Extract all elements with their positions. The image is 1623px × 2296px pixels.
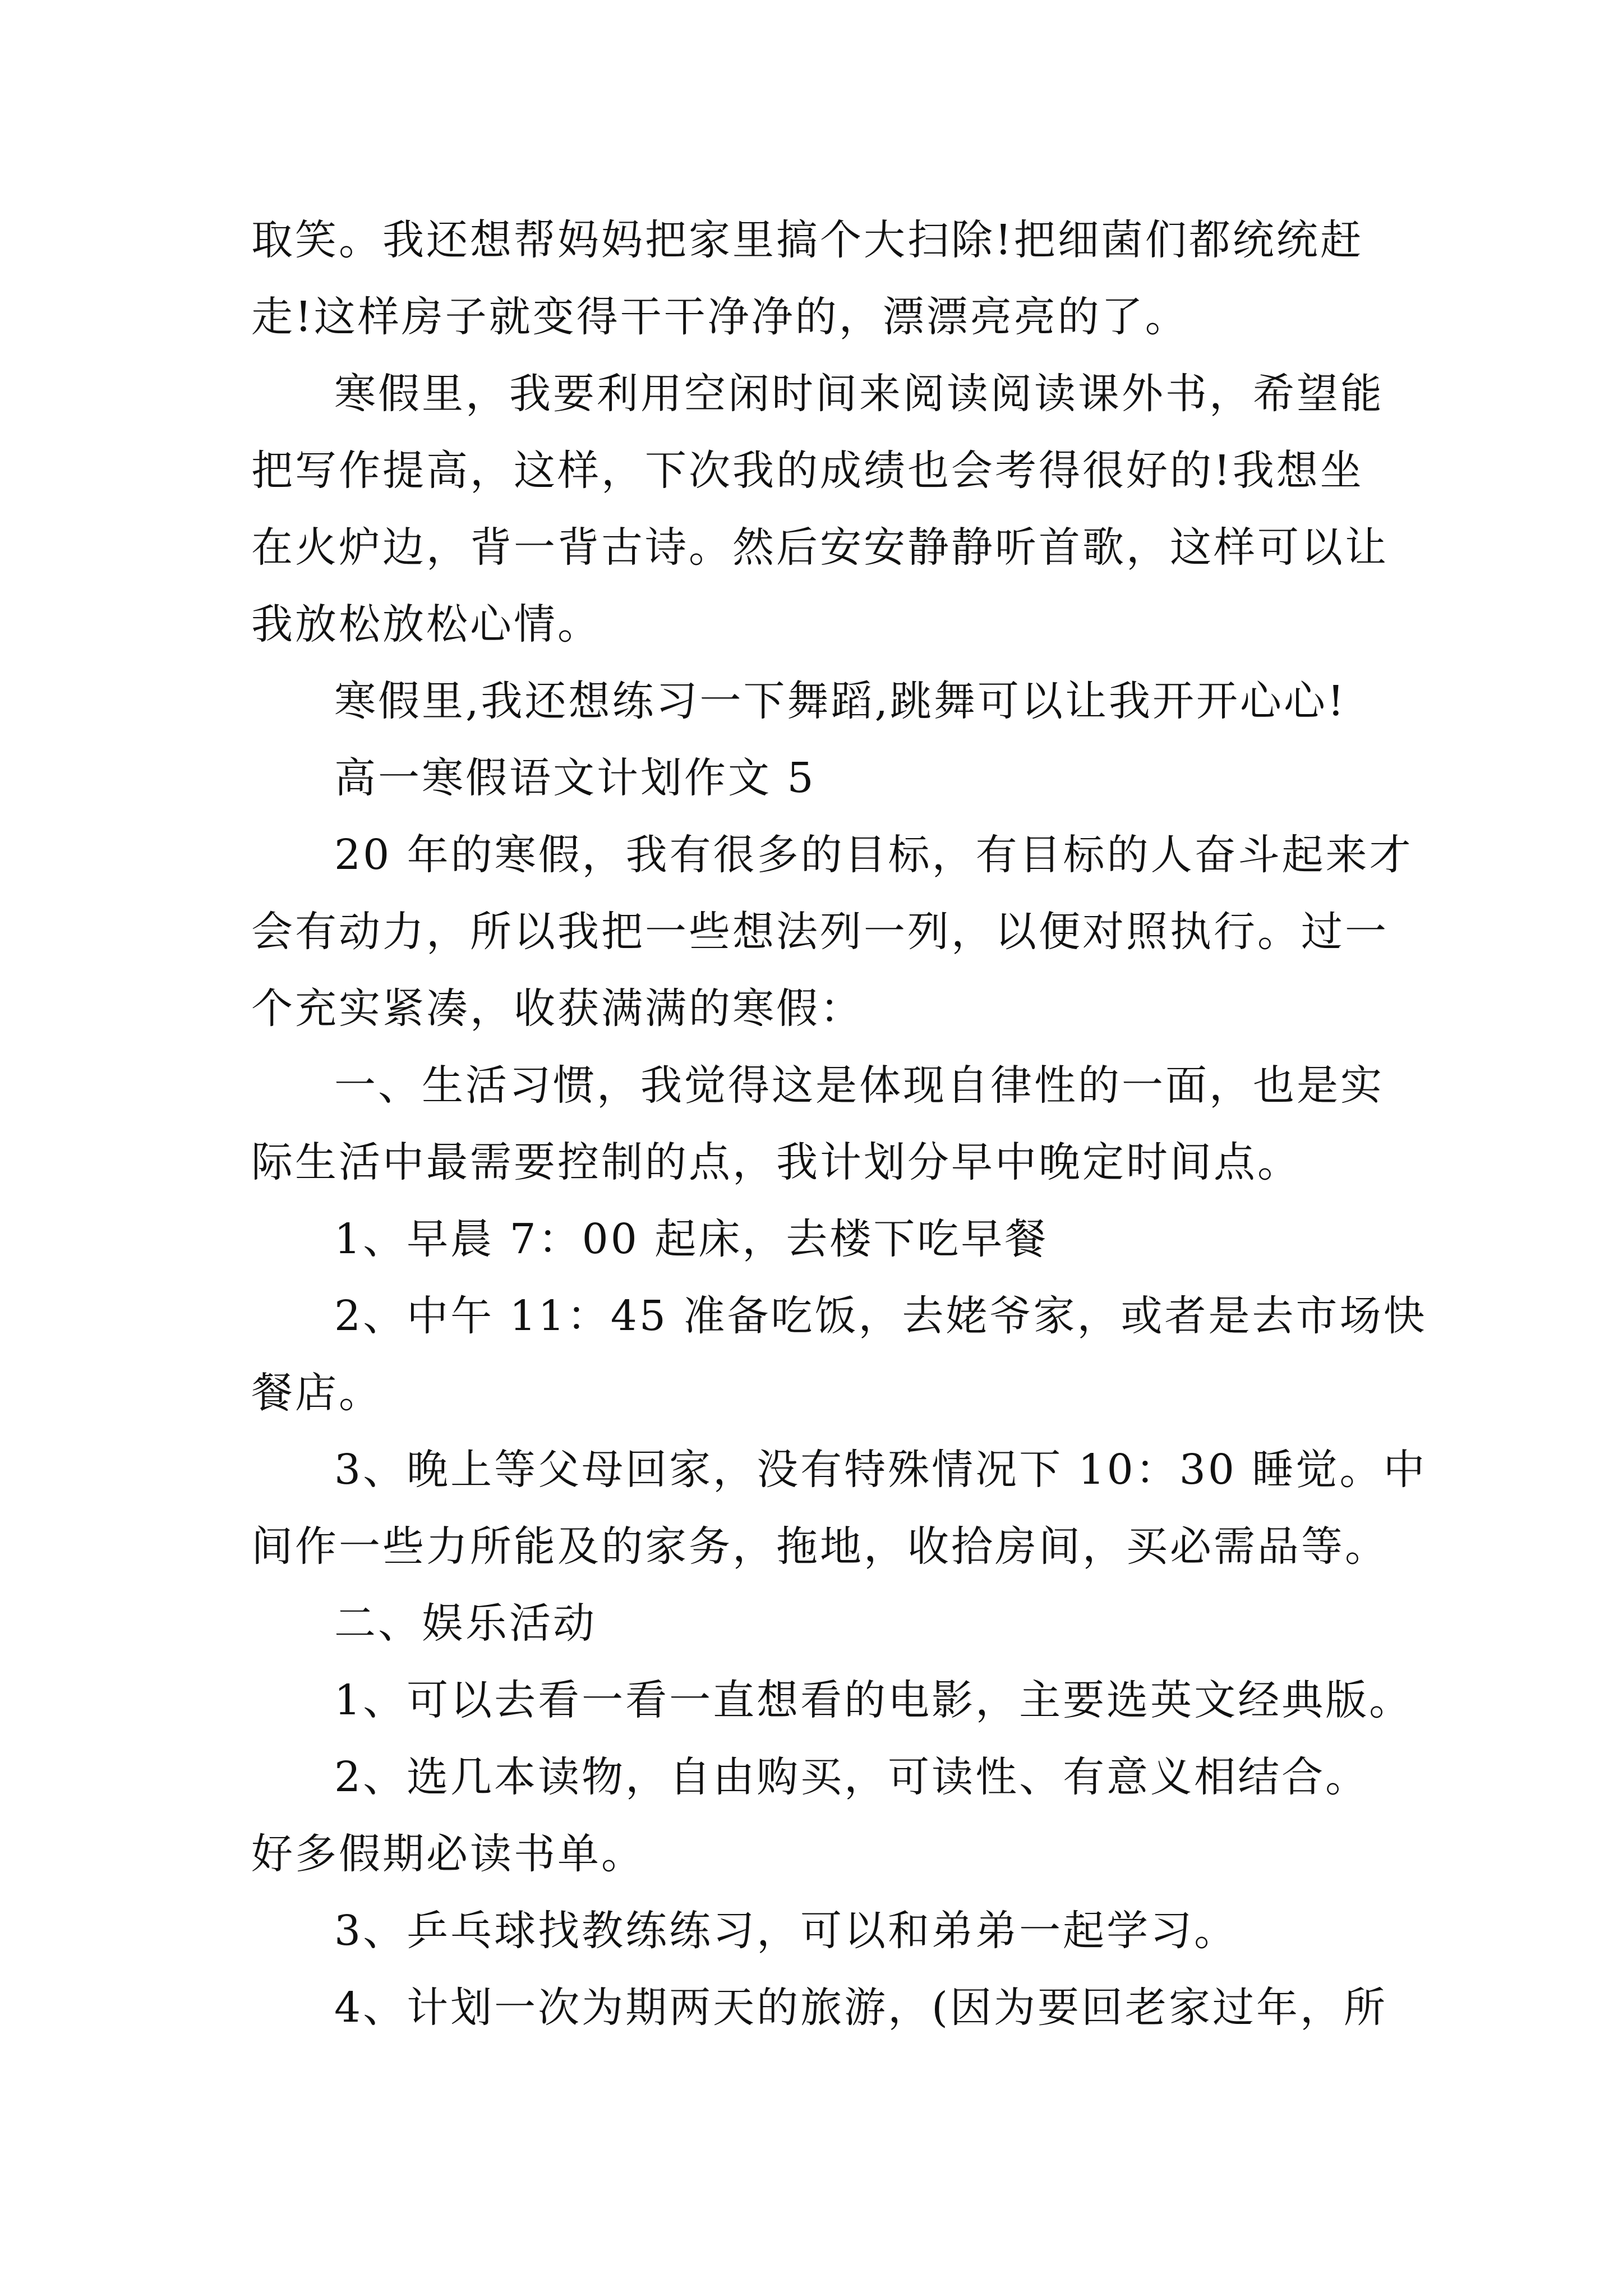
text-line-13: 际生活中最需要控制的点，我计划分早中晚定时间点。: [251, 1138, 1301, 1186]
text-line-12: 一、生活习惯，我觉得这是体现自律性的一面，也是实: [334, 1061, 1384, 1110]
text-line-10: 会有动力，所以我把一些想法列一列，以便对照执行。过一: [251, 908, 1389, 956]
text-line-20: 1、可以去看一看一直想看的电影，主要选英文经典版。: [334, 1676, 1413, 1724]
section-heading: 高一寒假语文计划作文 5: [334, 754, 816, 802]
text-line-2: 走!这样房子就变得干干净净的，漂漂亮亮的了。: [251, 293, 1189, 341]
text-line-5: 在火炉边，背一背古诗。然后安安静静听首歌，这样可以让: [251, 523, 1389, 572]
text-line-18: 间作一些力所能及的家务，拖地，收拾房间，买必需品等。: [251, 1522, 1389, 1571]
text-line-21: 2、选几本读物，自由购买，可读性、有意义相结合。: [334, 1753, 1370, 1801]
text-line-11: 个充实紧凑，收获满满的寒假：: [251, 984, 864, 1033]
document-body: [251, 202, 1427, 2046]
text-line-1: 取笑。我还想帮妈妈把家里搞个大扫除!把细菌们都统统赶: [251, 216, 1364, 264]
text-line-19: 二、娱乐活动: [334, 1599, 597, 1648]
text-line-7: 寒假里,我还想练习一下舞蹈,跳舞可以让我开开心心!: [334, 677, 1347, 725]
text-line-4: 把写作提高，这样，下次我的成绩也会考得很好的!我想坐: [251, 447, 1364, 495]
text-line-14: 1、早晨 7：00 起床，去楼下吃早餐: [334, 1215, 1049, 1263]
text-line-23: 3、乒乓球找教练练习，可以和弟弟一起学习。: [334, 1907, 1238, 1955]
text-line-9: 20 年的寒假，我有很多的目标，有目标的人奋斗起来才: [334, 831, 1413, 879]
text-line-24: 4、计划一次为期两天的旅游，(因为要回老家过年，所: [334, 1984, 1387, 2032]
text-line-6: 我放松放松心情。: [251, 600, 601, 648]
text-line-15: 2、中午 11：45 准备吃饭，去姥爷家，或者是去市场快: [334, 1292, 1427, 1340]
text-line-16: 餐店。: [251, 1369, 382, 1417]
text-line-17: 3、晚上等父母回家，没有特殊情况下 10：30 睡觉。中: [334, 1446, 1427, 1494]
text-line-3: 寒假里，我要利用空闲时间来阅读阅读课外书，希望能: [334, 370, 1384, 418]
text-line-22: 好多假期必读书单。: [251, 1830, 645, 1878]
